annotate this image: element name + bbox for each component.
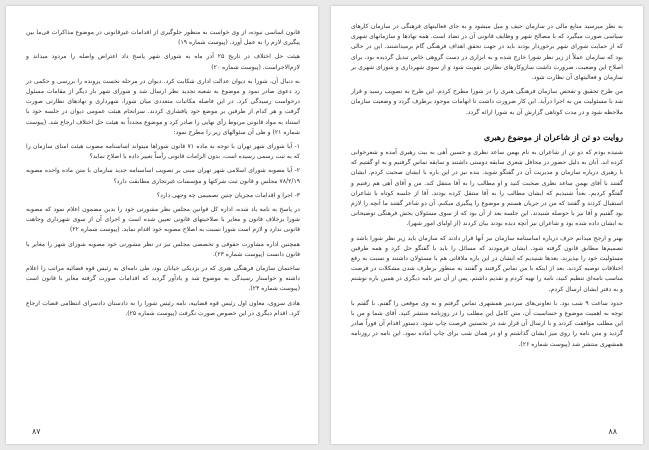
paragraph: هادی سروی، معاون اول رئیس قوه قضاییه، نامه رئیس شورا را به دادستان دادسرای انتظامی قضات ارجاع کرد. اقدام دیگری در این خصوص صورت نگرفت (پیوست شماره ۲۵). bbox=[26, 299, 300, 317]
left-page bbox=[6, 6, 318, 444]
paragraph: ۳- اجرا و اقدامات مجریان چنین تصمیمی چه وجهی دارد؟ bbox=[156, 191, 300, 199]
paragraph: همچنین اداره مشاورت حقوقی و تخصصی مجلس نیز در نظر مشورتی خود مصوبه شورای شهر را مغایر با قانون دانست (پیوست شماره ۲۳). bbox=[26, 240, 300, 258]
paragraph: به دنبال آن، شورا به دیوان عدالت اداری شکایت کرد. دیوان در مرحله نخست پرونده را بررسی و حکمی در رد دعوی صادر نمود و موضوع به شعبه تجدید نظر ارسال شد و شورای شهر بار دیگر از مقامات مسئول درخواست رسیدگی کرد. در این فاصله مکاتبات متعددی میان شورا، شهرداری و نهادهای نظارتی صورت گرفت و هر کدام از طرفین بر موضع خود پافشاری کردند. سرانجام هیئت عمومی دیوان در جلسه خود با استناد به مواد قانونی مربوط رأی نهایی را صادر کرد و موضوع مجدداً به هیئت حل اختلاف ارجاع شد. (پیوست شماره ۲۱) و طی آن سئوالهای زیر را مطرح نمود: bbox=[26, 77, 300, 136]
paragraph: بهتر و ارجح میدانم حرف درباره اساسنامه سازمان نیز آنها قرار دادند که سازمان باید زیر نظر شورا باشد و تصمیم‌ها مطابق قانون گرفته شود. ایشان فرمودند که مسائل را باید با گفتگو حل کرد و همه طرفین مسئولیت خود را بپذیرند. بعدها شنیدیم که ایشان در این باره ملاقاتی هم با مسئولان داشتند و نسبت به رفع اختلافات توصیه کردند. بعد از اینکه با من تماس گرفتند و گفتند به منظور برطرف شدن مشکلات در فرصت مناسب نامه‌ای تنظیم کنید، نامه را تهیه کردم و تقدیم داشتم. پس از آن نیز نامه دیگری در همین باره نوشتم و به دفتر ایشان ارسال کردم. bbox=[351, 234, 623, 293]
page-number: ۸۸ bbox=[608, 427, 617, 436]
paragraph: در پاسخ به نامه یاد شده، اداره کل قوانین مجلس نظر مشورتی خود را بدین مضمون اعلام نمود که مصوبه شورا برخلاف قانون و مغایر با صلاحیتهای قانونی تعیین شده است و اجرای آن از سوی شهرداری وجاهت قانونی ندارد و لازم است شورا نسبت به اصلاح مصوبه خود اقدام نماید. (پیوست شماره ۲۲) bbox=[26, 206, 300, 234]
paragraph: ۲- آیا مصوبه شورای اسلامی شهر تهران مبنی بر تصویب اساسنامه جدید سازمان با متن ماده واحده مصوبه ۷۸/۲/۱۹ مجلس و قانون ثبت شرکتها و مؤسسات غیرتجاری مطابقت دارد؟ bbox=[26, 167, 300, 185]
left-page-body bbox=[26, 28, 300, 323]
right-page-body bbox=[351, 22, 623, 354]
paragraph: حدود ساعت ۹ شب بود. با تعاونی‌های سردبیر همشهری تماس گرفتم و به وی موقعی را گفتم. با گفتم با توجه به اهمیت موضوع و حساسیت آن، متن کامل این مطلب را در روزنامه منتشر کنید. آقای شما و من با این مطلب موافقت کردند و با ارسال آن قرار شد در نخستین فرصت چاپ شود. دستور اقدام آن فوراً صادر گردید و متن نامه را روی میز ایشان گذاشتم و او در همان شب برای چاپ آماده نمود. این نامه در روزنامه همشهری منتشر شد (پیوست شماره ۲۶). bbox=[351, 299, 623, 348]
paragraph: شنیده بودم که دو تن از شاعران به نام بهمن ساعد نظری و حسین آهی به بیت رهبری آمده و شعرخوانی کرده اند. آنان به دلیل حضور در محافل شعری سابقه دوستی داشتند و سابقه تماس گرفتیم و به او گفتیم که با رهبری درباره سازمان و مدیریت آن در گفتگو شوید. بنده نیز در این باره با ایشان صحبت کردم. ایشان گفتند با آقای بهمن ساعد نظری صحبت کنید و او مطالب را به آقا منتقل کند. من و آقای آهی هم رفتیم و گفتگو کردیم. بعداً شنیدیم که ایشان مطالب را به آقا منتقل کرده بودند. آقا از جلسه کوتاه با شاعران استقبال کردند و گفتند که من در جریان هستم و موضوع را پیگیری میکنم. آن دو شاعر گفتند ما آنچه را لازم بود گفتیم و آقا نیز با حوصله شنیدند. این جلسه بعد از آن بود که از سوی مسئولان بخش فرهنگی توضیحاتی به ایشان داده شده بود و شاعران نیز آنچه دیده بودند بیان کردند (از اولیای امور شهر). bbox=[351, 149, 623, 228]
paragraph: ۱- آیا شورای شهر تهران با توجه به ماده ۷۱ قانون شوراها میتواند اساسنامه مصوب هیئت امنای سازمان را که به ثبت رسمی رسیده است، بدون الزامات قانونی رأساً تغییر داده یا اصلاح نماید؟ bbox=[26, 143, 300, 161]
page-number: ۸۷ bbox=[32, 427, 41, 436]
paragraph: هیئت حل اختلاف در تاریخ ۲۵ آذر ماه به شورای شهر پاسخ داد اعتراض واصله را مردود میداند و لازم‌الاجراست. (پیوست شماره ۲۰) bbox=[26, 53, 301, 71]
paragraph: قانون اساسی نبوده، از وی خواست به منظور جلوگیری از اقدامات غیرقانونی در موضوع مذاکرات فی‌ما بین پیگیری لازم را به عمل آورد. (پیوست شماره ۱۹) bbox=[26, 29, 300, 47]
paragraph: به نظر میرسید منابع مالی در سازمان حیف و میل میشود و به جای فعالیتهای فرهنگی در سازمان کارهای سیاسی صورت میگیرد که با مصالح شهر و وظایف قانونی آن در تضاد است. همه نهادها و سازمانهای شهری که از حمایت شورای شهر برخوردار بودند باید در جهت تحقق اهداف فرهنگی گام برمیداشتند. این در حالی بود که سازمان عملاً از زیر نظر شورا خارج شده و به ابزاری در دست گروهی خاص تبدیل گردیده بود. برای اصلاح این وضعیت، ضرورت داشت سازوکارهای نظارتی تقویت شود و از سوی شهرداری و شورای شهری بر سازمان و فعالیتهای آن نظارت شود. bbox=[351, 23, 623, 82]
paragraph: من طرح تحقیق و تفحص سازمان فرهنگی هنری را در شورا مطرح کردم. این طرح به تصویب رسید و قرار شد با مسئولیت من به اجرا درآید. این کار ضرورت داشت تا ابهامات موجود برطرف گردد و وضعیت سازمان ملاحظه شود و در مدت کوتاهی گزارش آن به شورا ارائه گردد. bbox=[351, 88, 623, 116]
right-page bbox=[331, 6, 643, 444]
paragraph: ساختمان سازمان فرهنگی هنری که در نزدیکی خیابان بود، طی نامه‌ای به رئیس قوه قضائیه مراتب را اعلام داشته و خواستار رسیدگی به موضوع شد و یادآور گردید که اقدامات صورت گرفته مغایر با قانون است (پیوست شماره ۲۴). bbox=[26, 265, 300, 293]
section-heading: روایت دو تن از شاعران از موضوع رهبری bbox=[483, 131, 623, 142]
